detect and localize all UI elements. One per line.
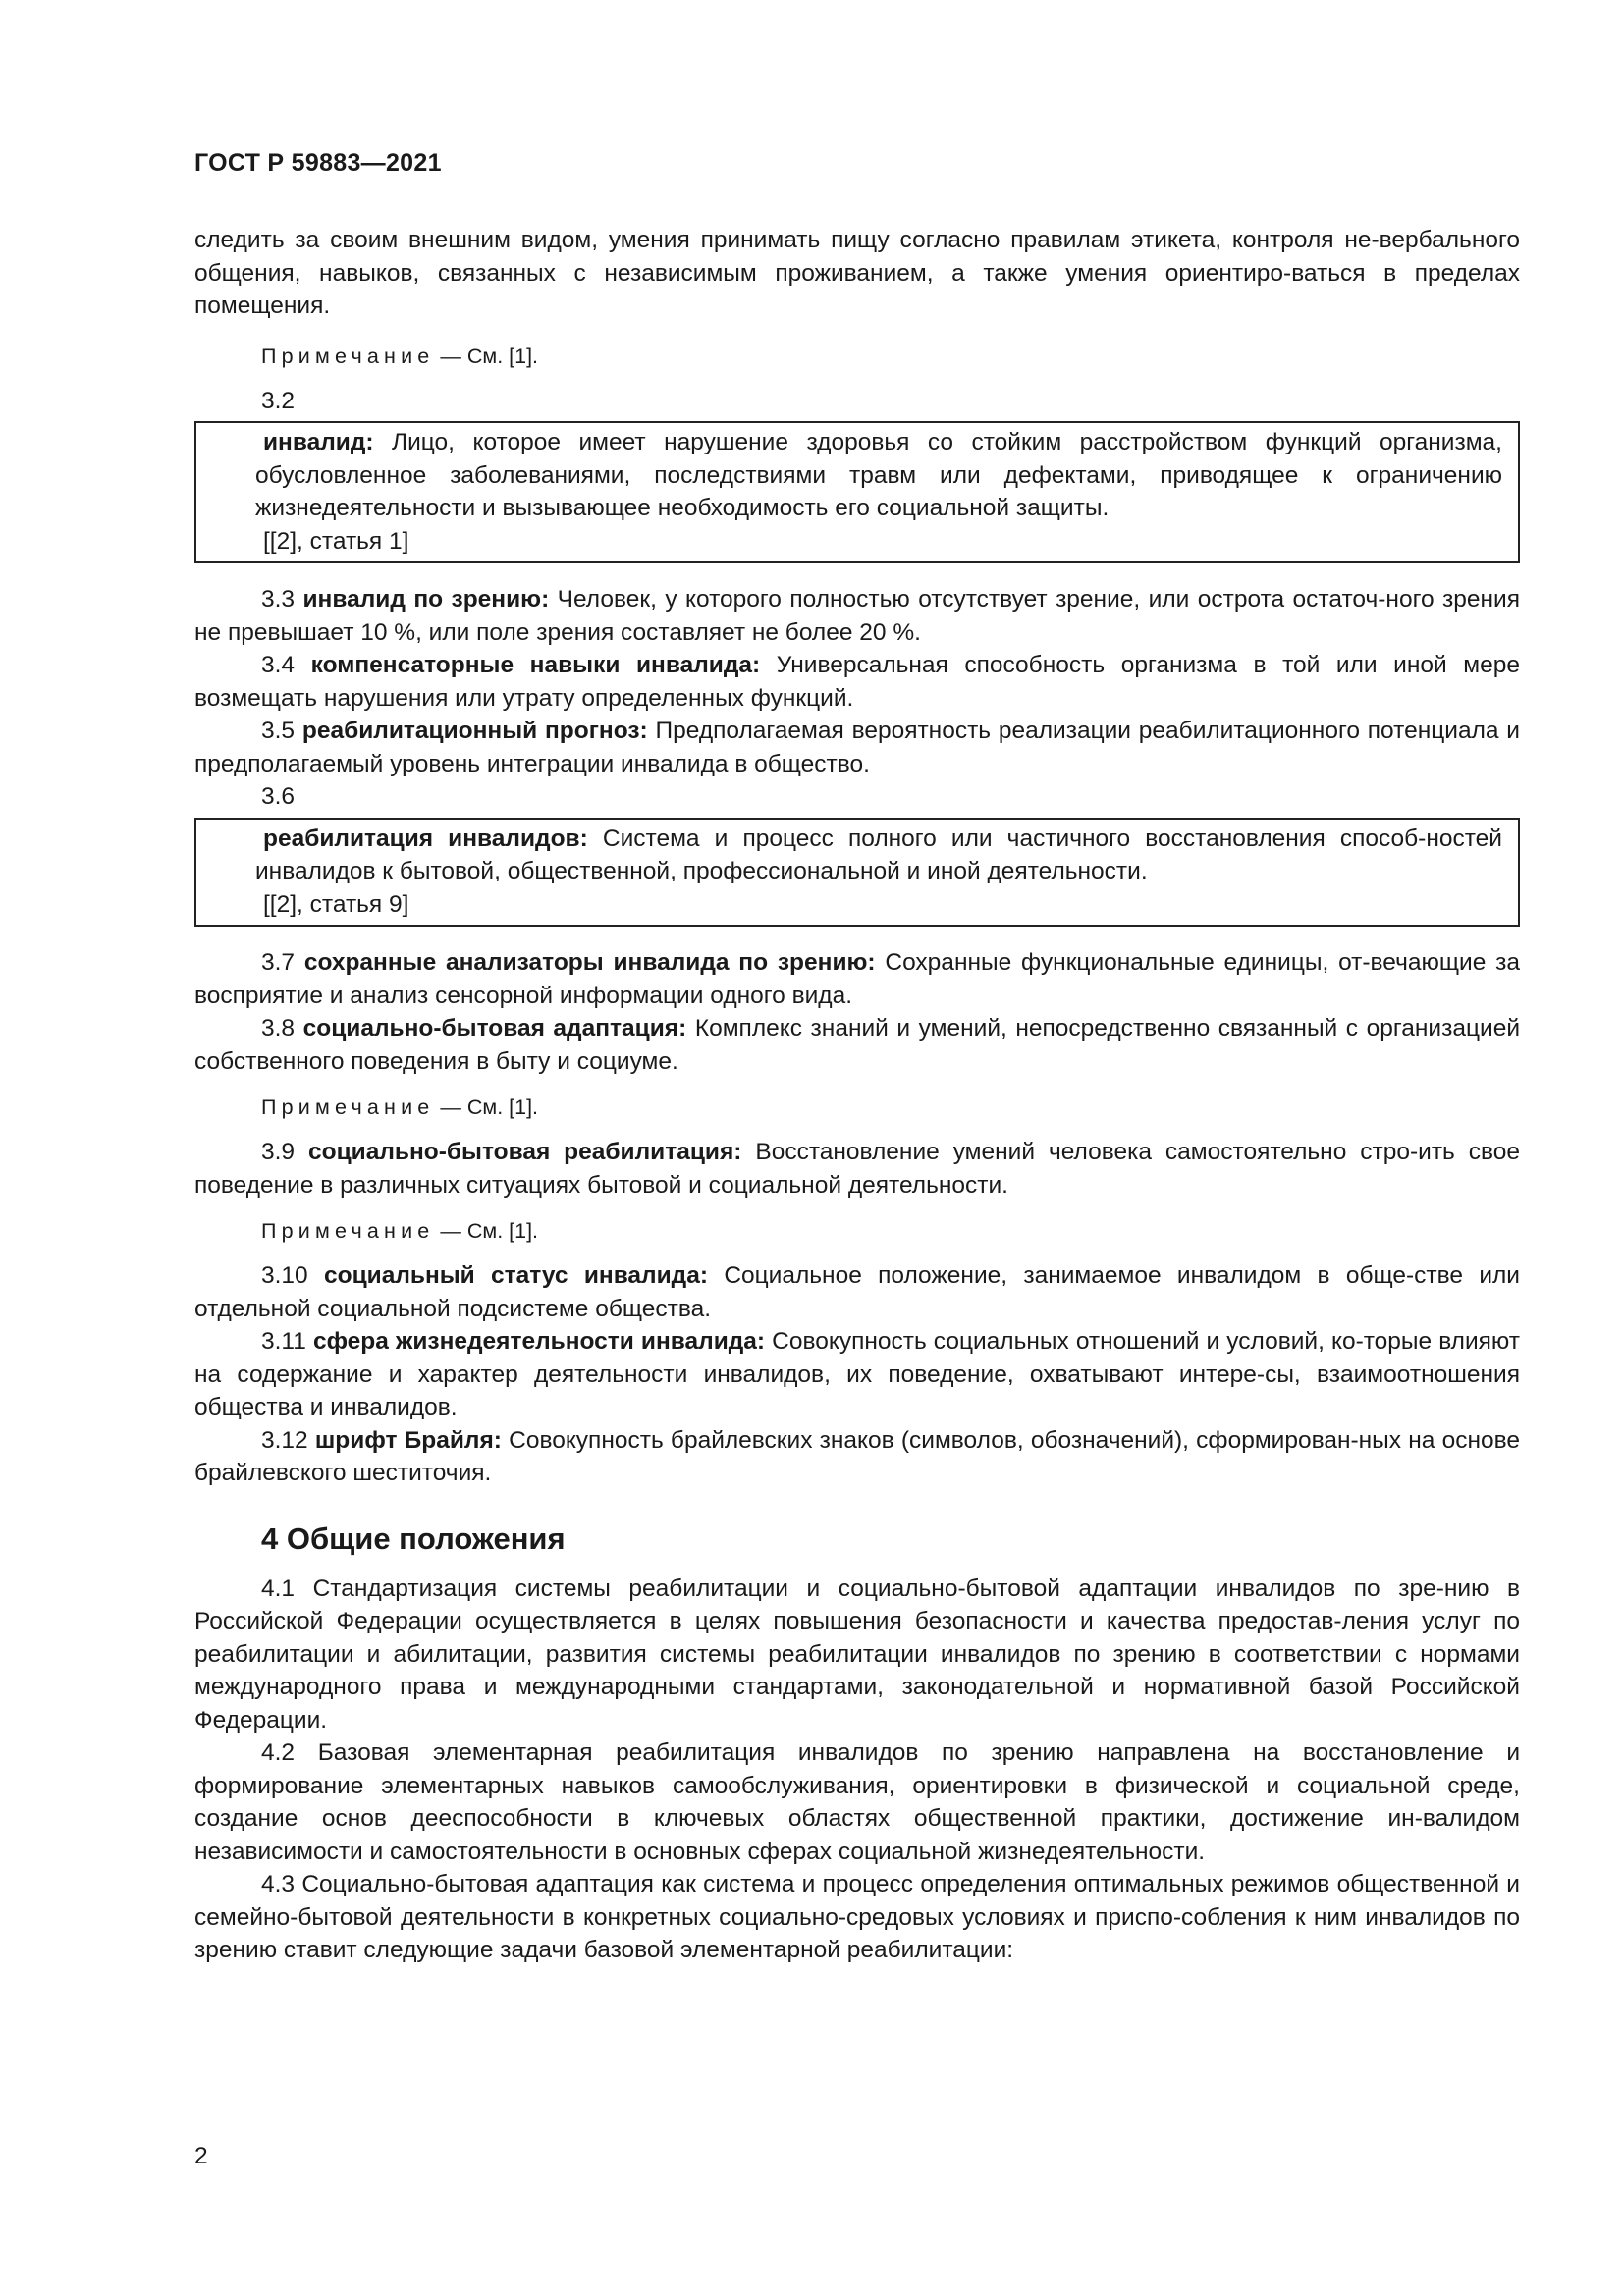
term-3-5: 3.5 реабилитационный прогноз: Предполагаемая вероятность реализации реабилитационного потенциала и предполагаемый уровень интеграции инвалида в общество.: [194, 718, 1520, 777]
term-definition: инвалид: Лицо, которое имеет нарушение здоровья со стойким расстройством функций организма, обусловленное заболеваниями, последствиями травм или дефектами, приводящее к ограничению жизнедеятельности и вызывающее необходимость его социальной защиты.: [255, 429, 1502, 521]
term-3-7: 3.7 сохранные анализаторы инвалида по зрению: Сохранные функциональные единицы, от-вечающие за восприятие и анализ сенсорной информации одного вида.: [194, 949, 1520, 1009]
note: Примечание — См. [1].: [261, 1095, 539, 1119]
term-3-8: 3.8 социально-бытовая адаптация: Комплекс знаний и умений, непосредственно связанный с организацией собственного поведения в быту и социуме.: [194, 1015, 1520, 1075]
paragraph-4-3: 4.3 Социально-бытовая адаптация как система и процесс определения оптимальных режимов общественной и семейно-бытовой деятельности в конкретных социально-средовых условиях и приспо-собления к ним инвалидов по зрению ставит следующие задачи базовой элементарной реабилитации:: [194, 1871, 1520, 1963]
note: Примечание — См. [1].: [261, 1219, 539, 1243]
paragraph-4-1: 4.1 Стандартизация системы реабилитации и социально-бытовой адаптации инвалидов по зре-нию в Российской Федерации осуществляется в целях повышения безопасности и качества предостав-ления услуг по реабилитации и абилитации, развития системы реабилитации инвалидов по зрению в соответствии с нормами международного права и международными стандартами, законодательной и нормативной базой Российской Федерации.: [194, 1575, 1520, 1734]
term-definition: реабилитация инвалидов: Система и процесс полного или частичного восстановления способ-ностей инвалидов к бытовой, общественной, профессиональной и иной деятельности.: [255, 825, 1502, 884]
paragraph-4-2: 4.2 Базовая элементарная реабилитация инвалидов по зрению направлена на восстановление и формирование элементарных навыков самообслуживания, ориентировки в физической и социальной среде, создание основ дееспособности в ключевых областях общественной практики, достижение ин-валидом независимости и самостоятельности в основных сферах социальной жизнедеятельности.: [194, 1739, 1520, 1865]
section-heading: 4 Общие положения: [261, 1521, 566, 1556]
paragraph-continuation: следить за своим внешним видом, умения принимать пищу согласно правилам этикета, контроля не-вербального общения, навыков, связанных с независимым проживанием, а также умения ориентиро-ваться в пределах помещения.: [194, 227, 1520, 319]
term-number: 3.2: [261, 387, 296, 414]
term-number: 3.6: [261, 783, 296, 810]
term-reference: [[2], статья 1]: [263, 527, 409, 555]
page-number: 2: [194, 2143, 208, 2169]
term-3-12: 3.12 шрифт Брайля: Совокупность брайлевских знаков (символов, обозначений), сформирован-ных на основе брайлевского шеститочия.: [194, 1426, 1520, 1486]
term-box-3-6: [194, 818, 1520, 928]
term-3-4: 3.4 компенсаторные навыки инвалида: Универсальная способность организма в той или иной мере возмещать нарушения или утрату определенных функций.: [194, 652, 1520, 712]
note: Примечание — См. [1].: [261, 344, 539, 368]
term-3-3: 3.3 инвалид по зрению: Человек, у которого полностью отсутствует зрение, или острота остаточ-ного зрения не превышает 10 %, или поле зрения составляет не более 20 %.: [194, 586, 1520, 646]
term-3-11: 3.11 сфера жизнедеятельности инвалида: Совокупность социальных отношений и условий, ко-торые влияют на содержание и характер деятельности инвалидов, их поведение, охватывают интере-сы, взаимоотношения общества и инвалидов.: [194, 1328, 1520, 1420]
term-box-3-2: [194, 421, 1520, 563]
term-3-10: 3.10 социальный статус инвалида: Социальное положение, занимаемое инвалидом в обще-стве или отдельной социальной подсистеме общества.: [194, 1262, 1520, 1322]
document-header: ГОСТ Р 59883—2021: [194, 149, 442, 177]
term-reference: [[2], статья 9]: [263, 890, 409, 918]
term-3-9: 3.9 социально-бытовая реабилитация: Восстановление умений человека самостоятельно стро-ить свое поведение в различных ситуациях бытовой и социальной деятельности.: [194, 1139, 1520, 1199]
